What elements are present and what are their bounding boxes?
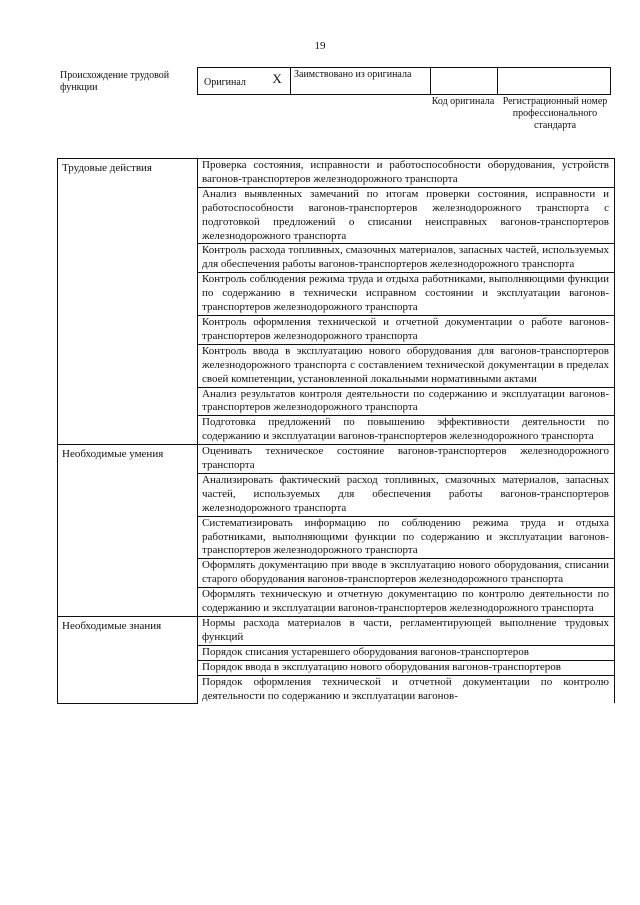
original-label: Оригинал: [204, 77, 246, 88]
origin-label: Происхождение трудовой функции: [60, 70, 170, 93]
requirement-item: Оценивать техническое состояние вагонов-транспортеров железнодорожного транспорта: [198, 445, 615, 474]
section-title: Трудовые действия: [58, 159, 198, 445]
table-row: [58, 159, 615, 188]
original-cell: [198, 68, 291, 95]
requirement-item: Порядок ввода в эксплуатацию нового оборудования вагонов-транспортеров: [198, 660, 615, 675]
code-caption: Код оригинала: [431, 96, 495, 107]
requirement-item: Анализ выявленных замечаний по итогам проверки состояния, исправности и работоспособности вагонов-транспортеров железнодорожного транспорта с подготовкой предложений о списании неисправных вагонов-транспортеров железнодорожного транспорта: [198, 187, 615, 244]
requirement-item: Проверка состояния, исправности и работоспособности оборудования, устройств вагонов-транспортеров железнодорожного транспорта: [198, 159, 615, 188]
requirement-item: Контроль соблюдения режима труда и отдыха работниками, выполняющими функции по содержанию в технически исправном состоянии и эксплуатации вагонов-транспортеров железнодорожного транспорта: [198, 273, 615, 316]
requirement-item: Порядок списания устаревшего оборудования вагонов-транспортеров: [198, 645, 615, 660]
section-title: Необходимые знания: [58, 617, 198, 704]
requirement-item: Подготовка предложений по повышению эффективности деятельности по содержанию и эксплуатации вагонов-транспортеров железнодорожного транспорта: [198, 416, 615, 445]
requirement-item: Оформлять документацию при вводе в эксплуатацию нового оборудования, списании старого оборудования вагонов-транспортеров железнодорожного транспорта: [198, 559, 615, 588]
original-code-cell: [431, 68, 498, 95]
requirement-item: Оформлять техническую и отчетную документацию по контролю деятельности по содержанию и эксплуатации вагонов-транспортеров железнодорожного транспорта: [198, 588, 615, 617]
page-number: 19: [314, 40, 326, 52]
requirement-item: Контроль расхода топливных, смазочных материалов, запасных частей, используемых для обеспечения работы вагонов-транспортеров железнодорожного транспорта: [198, 244, 615, 273]
table-row: [58, 445, 615, 474]
registration-number-cell: [498, 68, 611, 95]
requirement-item: Контроль ввода в эксплуатацию нового оборудования для вагонов-транспортеров железнодорожного транспорта с составлением технической документации в пределах своей компетенции, установленной локальными нормативными актами: [198, 344, 615, 387]
table-row: [58, 617, 615, 646]
requirement-item: Анализировать фактический расход топливных, смазочных материалов, запасных частей, используемых для обеспечения работы вагонов-транспортеров железнодорожного транспорта: [198, 473, 615, 516]
requirement-item: Нормы расхода материалов в части, регламентирующей выполнение трудовых функций: [198, 617, 615, 646]
registration-caption: Регистрационный номер профессионального стандарта: [502, 96, 608, 131]
original-mark: X: [272, 71, 282, 86]
section-title: Необходимые умения: [58, 445, 198, 617]
requirement-item: Систематизировать информацию по соблюдению режима труда и отдыха работниками, выполняющими функции по содержанию и эксплуатации вагонов-транспортеров железнодорожного транспорта: [198, 516, 615, 559]
borrowed-cell: [291, 68, 431, 95]
labor-function-table: [57, 158, 615, 704]
requirement-item: Контроль оформления технической и отчетной документации о работе вагонов-транспортеров железнодорожного транспорта: [198, 315, 615, 344]
origin-table: [197, 67, 611, 95]
requirement-item: Анализ результатов контроля деятельности по содержанию и эксплуатации вагонов-транспортеров железнодорожного транспорта: [198, 387, 615, 416]
borrowed-label: Заимствовано из оригинала: [294, 69, 412, 80]
requirement-item: Порядок оформления технической и отчетной документации по контролю деятельности по содержанию и эксплуатации вагонов-: [198, 675, 615, 703]
